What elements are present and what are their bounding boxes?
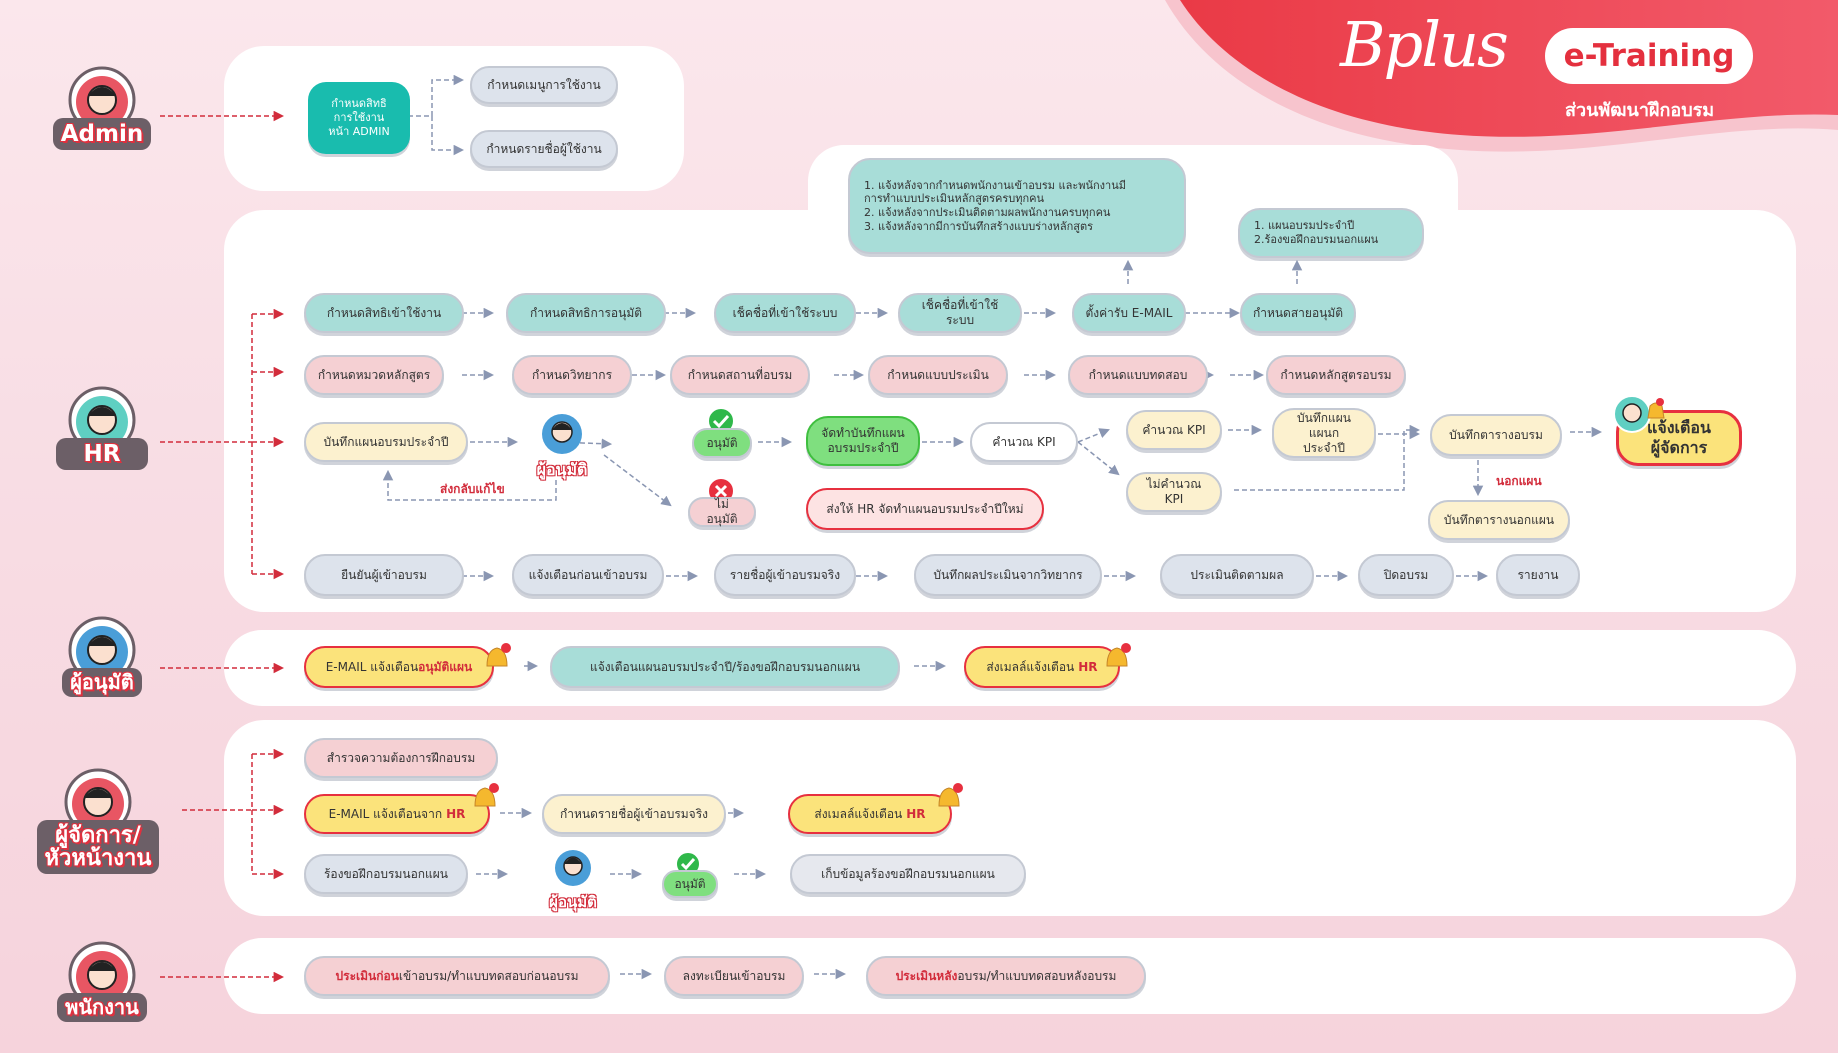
hr-save-outside-schedule[interactable]: บันทึกตารางนอกแผน <box>1428 500 1570 540</box>
bell-icon <box>482 642 512 674</box>
hr-set-evaluation[interactable]: กำหนดแบบประเมิน <box>868 355 1008 395</box>
bell-icon <box>934 782 964 814</box>
hr-email-settings[interactable]: ตั้งค่ารับ E-MAIL <box>1072 293 1186 333</box>
hr-redo-plan-node[interactable]: ส่งให้ HR จัดทำแผนอบรมประจำปีใหม่ <box>806 488 1044 530</box>
person-avatar-icon <box>548 846 598 886</box>
approve-notes-box: 1. แผนอบรมประจำปี 2.ร้องขอฝึกอบรมนอกแผน <box>1238 208 1424 258</box>
hr-calc-kpi-yes[interactable]: คำนวณ KPI <box>1126 410 1222 450</box>
hr-approval-chain[interactable]: กำหนดสายอนุมัติ <box>1240 293 1356 333</box>
hr-set-test[interactable]: กำหนดแบบทดสอบ <box>1068 355 1208 395</box>
hr-course-category[interactable]: กำหนดหมวดหลักสูตร <box>304 355 444 395</box>
mgr-email-highlight: HR <box>446 806 466 821</box>
bell-icon <box>470 782 500 814</box>
hr-report[interactable]: รายงาน <box>1496 554 1580 596</box>
hr-pre-training-alert[interactable]: แจ้งเตือนก่อนเข้าอบรม <box>512 554 664 596</box>
approver-email-node[interactable] <box>304 646 494 688</box>
outside-plan-label: นอกแผน <box>1496 474 1542 488</box>
admin-users-node[interactable]: กำหนดรายชื่อผู้ใช้งาน <box>470 130 618 168</box>
admin-panel <box>224 46 684 191</box>
mgr-approver-label: ผู้อนุมัติ <box>549 893 597 911</box>
hr-calc-kpi-node[interactable]: คำนวณ KPI <box>970 422 1078 462</box>
approver-email-highlight: อนุมัติแผน <box>418 659 473 674</box>
role-employee <box>48 935 156 1022</box>
role-approver-label: ผู้อนุมัติ <box>62 668 142 697</box>
hr-save-dept-plan[interactable]: บันทึกแผนแผนก ประจำปี <box>1272 408 1376 458</box>
hr-save-annual-plan[interactable]: บันทึกแผนอบรมประจำปี <box>304 422 468 462</box>
brand-subtitle: ส่วนพัฒนาฝึกอบรม <box>1565 100 1715 121</box>
hr-check-login-2[interactable]: เช็คชื่อที่เข้าใช้ระบบ <box>898 293 1022 333</box>
hr-approved-node[interactable]: อนุมัติ <box>692 428 752 458</box>
approver-send-prefix: ส่งเมลล์แจ้งเตือน <box>986 659 1075 674</box>
role-hr <box>50 380 154 470</box>
role-manager <box>22 762 174 874</box>
emp-post-assessment[interactable] <box>866 956 1146 996</box>
mgr-training-survey[interactable]: สำรวจความต้องการฝึกอบรม <box>304 738 498 778</box>
role-admin-label: Admin <box>53 118 152 150</box>
hr-confirm-attendees[interactable]: ยืนยันผู้เข้าอบรม <box>304 554 464 596</box>
emp-pre-rest: เข้าอบรม/ทำแบบทดสอบก่อนอบรม <box>398 968 579 983</box>
mgr-set-attendees[interactable]: กำหนดรายชื่อผู้เข้าอบรมจริง <box>542 794 726 834</box>
hr-make-plan-node[interactable]: จัดทำบันทึกแผน อบรมประจำปี <box>806 416 920 466</box>
hr-check-login-1[interactable]: เช็คชื่อที่เข้าใช้ระบบ <box>714 293 856 333</box>
role-employee-label: พนักงาน <box>57 993 147 1022</box>
hr-actual-attendees[interactable]: รายชื่อผู้เข้าอบรมจริง <box>714 554 856 596</box>
hr-set-approval-rights[interactable]: กำหนดสิทธิการอนุมัติ <box>506 293 666 333</box>
person-avatar-icon <box>537 410 587 454</box>
mgr-approver-figure <box>540 846 606 914</box>
send-back-label: ส่งกลับแก้ไข <box>440 482 505 496</box>
hr-not-approved-node[interactable]: ไม่อนุมัติ <box>688 497 756 527</box>
mgr-send-prefix: ส่งเมลล์แจ้งเตือน <box>814 806 903 821</box>
hr-follow-up-eval[interactable]: ประเมินติดตามผล <box>1160 554 1314 596</box>
emp-post-rest: อบรม/ทำแบบทดสอบหลังอบรม <box>957 968 1117 983</box>
email-notes-box: 1. แจ้งหลังจากกำหนดพนักงานเข้าอบรม และพนักงานมี การทำแบบประเมินหลักสูตรครบทุกคน 2. แจ้งหลังจากประเมินติดตามผลพนักงานครบทุกคน 3. แจ้งหลังจากมีการบันทึกสร้างแบบร่างหลักสูตร <box>848 158 1186 254</box>
mgr-request-outside[interactable]: ร้องขอฝึกอบรมนอกแผน <box>304 854 468 894</box>
approver-send-highlight: HR <box>1078 659 1098 674</box>
hr-panel <box>224 210 1796 612</box>
emp-pre-highlight: ประเมินก่อน <box>335 968 399 983</box>
hr-save-schedule[interactable]: บันทึกตารางอบรม <box>1430 414 1562 456</box>
role-manager-label: ผู้จัดการ/ หัวหน้างาน <box>37 820 160 874</box>
emp-register[interactable]: ลงทะเบียนเข้าอบรม <box>664 956 804 996</box>
approver-notify-plan[interactable]: แจ้งเตือนแผนอบรมประจำปี/ร้องขอฝึกอบรมนอกแผน <box>550 646 900 688</box>
mgr-approved-node[interactable]: อนุมัติ <box>662 870 718 898</box>
admin-rights-node[interactable]: กำหนดสิทธิ การใช้งาน หน้า ADMIN <box>308 82 410 154</box>
mgr-collect-requests[interactable]: เก็บข้อมูลร้องขอฝึกอบรมนอกแผน <box>790 854 1026 894</box>
hr-approver-label: ผู้อนุมัติ <box>536 460 588 479</box>
role-approver <box>50 610 154 697</box>
role-hr-label: HR <box>56 438 149 470</box>
mgr-send-hr[interactable] <box>788 794 952 834</box>
hr-set-trainer[interactable]: กำหนดวิทยากร <box>512 355 632 395</box>
hr-trainer-eval-result[interactable]: บันทึกผลประเมินจากวิทยากร <box>914 554 1102 596</box>
approver-send-hr[interactable] <box>964 646 1120 688</box>
brand-logo: Bplus <box>1340 8 1507 81</box>
approver-email-prefix: E-MAIL แจ้งเตือน <box>325 659 419 674</box>
mgr-email-prefix: E-MAIL แจ้งเตือนจาก <box>328 806 443 821</box>
hr-set-venue[interactable]: กำหนดสถานที่อบรม <box>670 355 810 395</box>
hr-notify-manager[interactable]: แจ้งเตือน ผู้จัดการ <box>1616 410 1742 466</box>
hr-set-course[interactable]: กำหนดหลักสูตรอบรม <box>1266 355 1406 395</box>
hr-close-training[interactable]: ปิดอบรม <box>1358 554 1454 596</box>
emp-post-highlight: ประเมินหลัง <box>895 968 958 983</box>
admin-menu-node[interactable]: กำหนดเมนูการใช้งาน <box>470 66 618 104</box>
mgr-email-from-hr[interactable] <box>304 794 490 834</box>
bell-icon <box>1102 642 1132 674</box>
role-admin <box>50 60 154 150</box>
brand-product: e-Training <box>1545 28 1753 84</box>
hr-set-access[interactable]: กำหนดสิทธิเข้าใช้งาน <box>304 293 464 333</box>
hr-no-kpi[interactable]: ไม่คำนวณ KPI <box>1126 472 1222 512</box>
mgr-send-highlight: HR <box>906 806 926 821</box>
hr-approver-figure <box>530 410 594 483</box>
person-avatar-icon <box>1610 392 1666 434</box>
emp-pre-assessment[interactable] <box>304 956 610 996</box>
